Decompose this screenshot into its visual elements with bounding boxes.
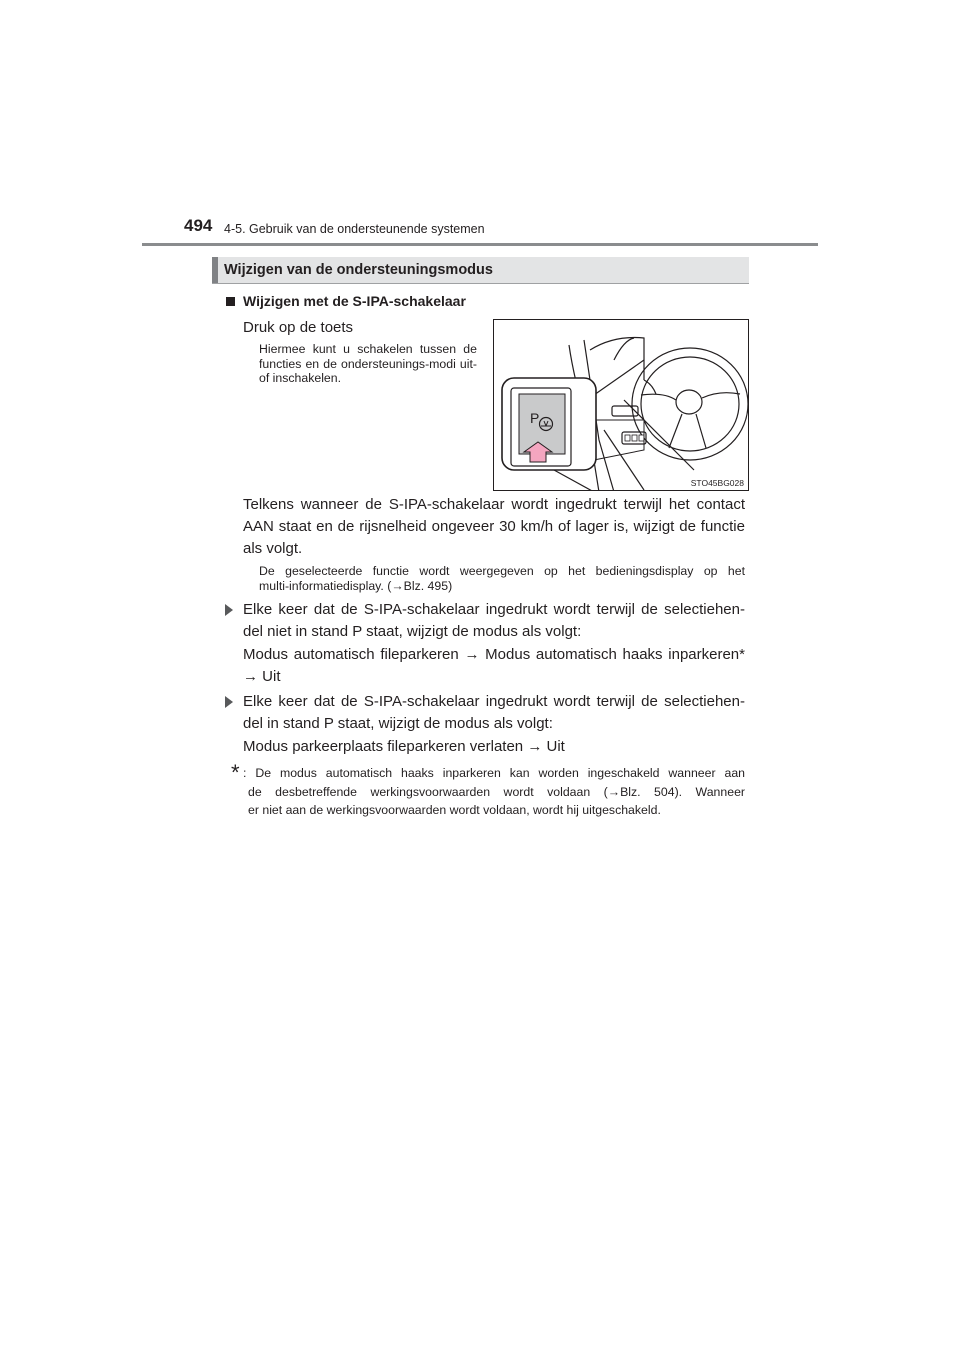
footnote-line-2: de desbetreffende werkingsvoorwaarden wordt voldaan (→Blz. 504). Wanneer: [248, 785, 745, 799]
section-heading: Wijzigen van de ondersteuningsmodus: [224, 262, 493, 278]
dashboard-illustration: [494, 320, 749, 491]
paragraph-line-3: als volgt.: [243, 540, 303, 557]
bullet-2-mode-line-1: Modus parkeerplaats fileparkeren verlaten → Uit: [243, 738, 565, 755]
figure: [493, 319, 749, 491]
bullet-1-mode-line-2: → Uit: [243, 668, 281, 685]
subheading-text: Wijzigen met de S-IPA-schakelaar: [243, 293, 466, 309]
bullet-2-line-1: Elke keer dat de S-IPA-schakelaar ingedrukt wordt terwijl de selectiehen-: [243, 693, 745, 710]
footnote-line-1: : De modus automatisch haaks inparkeren kan worden ingeschakeld wanneer aan: [243, 766, 745, 780]
bullet-1-line-2: del niet in stand P staat, wijzigt de modus als volgt:: [243, 623, 582, 640]
triangle-bullet-icon: [225, 696, 233, 708]
triangle-bullet-icon: [225, 604, 233, 616]
section-heading-bar: [212, 257, 749, 284]
instruction-note: Hiermee kunt u schakelen tussen de functies en de ondersteunings-modi uit- of inschakelen.: [259, 342, 477, 385]
subheading: [226, 293, 466, 309]
bullet-1-line-1: Elke keer dat de S-IPA-schakelaar ingedrukt wordt terwijl de selectiehen-: [243, 601, 745, 618]
square-bullet-icon: [226, 297, 235, 306]
instruction: Druk op de toets: [243, 319, 354, 336]
paragraph-note-line-2: multi-informatiedisplay. (→Blz. 495): [259, 579, 453, 593]
paragraph-line-1: Telkens wanneer de S-IPA-schakelaar wordt ingedrukt terwijl het contact: [243, 496, 745, 513]
paragraph-note-line-1: De geselecteerde functie wordt weergegeven op het bedieningsdisplay op het: [259, 564, 745, 578]
figure-button-label: P: [530, 410, 540, 426]
figure-code: STO45BG028: [690, 478, 744, 488]
bullet-1-mode-line-1: Modus automatisch fileparkeren → Modus automatisch haaks inparkeren*: [243, 646, 745, 663]
footnote-line-3: er niet aan de werkingsvoorwaarden wordt voldaan, wordt hij uitgeschakeld.: [248, 803, 661, 817]
section-header: 4-5. Gebruik van de ondersteunende systemen: [224, 222, 485, 236]
paragraph-line-2: AAN staat en de rijsnelheid ongeveer 30 km/h of lager is, wijzigt de functie: [243, 518, 745, 535]
heading-accent: [212, 257, 218, 283]
page-number: 494: [184, 216, 213, 235]
footnote-marker: *: [231, 760, 240, 785]
bullet-2-line-2: del in stand P staat, wijzigt de modus als volgt:: [243, 715, 553, 732]
header-rule: [142, 243, 818, 246]
